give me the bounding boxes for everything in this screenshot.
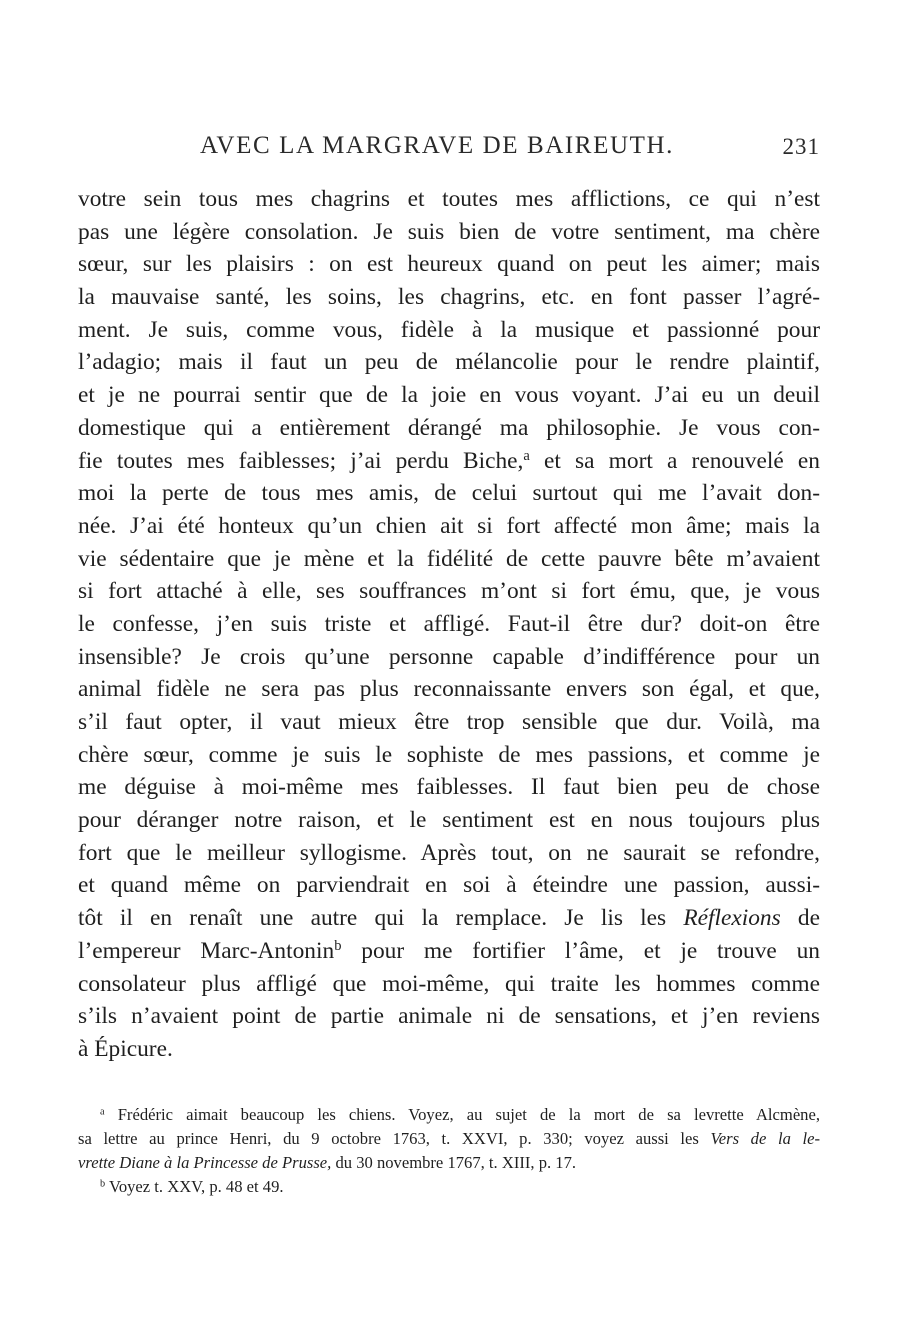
line-part: tôt il en renaît une autre qui la remplace. Je lis les [78, 905, 684, 932]
text-line: et je ne pourrai sentir que de la joie en vous voyant. J’ai eu un deuil [78, 382, 820, 409]
footnote-text: sa lettre au prince Henri, du 9 octobre 1763, t. XXVI, p. 330; voyez aussi les [78, 1129, 711, 1148]
text-line: s’il faut opter, il vaut mieux être trop sensible que dur. Voilà, ma [78, 709, 820, 735]
text-line: consolateur plus affligé que moi-même, qui traite les hommes comme [78, 970, 820, 997]
text-line: ment. Je suis, comme vous, fidèle à la musique et passionné pour [78, 316, 820, 343]
footnote-ref-b: b [334, 937, 342, 954]
text-line: me déguise à moi-même mes faiblesses. Il faut bien peu de chose [78, 774, 820, 801]
text-line: née. J’ai été honteux qu’un chien ait si fort affecté mon âme; mais la [78, 512, 820, 539]
text-line: pour déranger notre raison, et le sentiment est en nous toujours plus [78, 807, 820, 834]
line-part: et sa mort a renouvelé en [529, 447, 820, 474]
text-line: et quand même on parviendrait en soi à éteindre une passion, aussi- [78, 872, 820, 899]
footnote-italic: vrette Diane à la Princesse de Prusse, [78, 1153, 332, 1172]
text-line: votre sein tous mes chagrins et toutes mes afflictions, ce qui n’est [78, 186, 820, 212]
footnote-a-continued [78, 1127, 820, 1151]
footnote-a [78, 1103, 820, 1127]
italic-title: Réflexions [683, 905, 781, 932]
footnote-text: Voyez t. XXV, p. 48 et 49. [105, 1177, 284, 1196]
footnote-mark-b: b [100, 1178, 106, 1190]
text-line: s’ils n’avaient point de partie animale ni de sensations, et j’en reviens [78, 1003, 820, 1030]
text-line-with-footnote-mark [78, 445, 820, 478]
text-line: animal fidèle ne sera pas plus reconnaissante envers son égal, et que, [78, 676, 820, 703]
text-line-last: à Épicure. [78, 1035, 173, 1062]
line-part: l’empereur Marc-Antonin [78, 937, 335, 964]
text-line: sœur, sur les plaisirs : on est heureux quand on peut les aimer; mais [78, 251, 820, 278]
line-part: de [780, 905, 820, 932]
text-line: la mauvaise santé, les soins, les chagrins, etc. en font passer l’agré- [78, 284, 820, 311]
footnote-a-continued [78, 1151, 820, 1175]
text-line: insensible? Je crois qu’une personne capable d’indifférence pour un [78, 643, 820, 670]
footnote-ref-a: a [523, 447, 530, 464]
text-line: si fort attaché à elle, ses souffrances m’ont si fort ému, que, je vous [78, 578, 820, 605]
text-line: vie sédentaire que je mène et la fidélité de cette pauvre bête m’avaient [78, 545, 820, 572]
footnote-b [78, 1175, 820, 1199]
line-part: pour me fortifier l’âme, et je trouve un [341, 937, 820, 964]
footnote-mark-a: a [100, 1106, 105, 1118]
text-line-with-footnote-mark [78, 935, 820, 968]
footnotes [78, 1103, 820, 1199]
text-line: moi la perte de tous mes amis, de celui surtout qui me l’avait don- [78, 480, 820, 507]
text-line-with-italic-title [78, 902, 820, 935]
text-line: le confesse, j’en suis triste et affligé. Faut-il être dur? doit-on être [78, 610, 820, 637]
page-number: 231 [782, 134, 820, 159]
footnote-text: du 30 novembre 1767, t. XIII, p. 17. [331, 1153, 577, 1172]
page-header [200, 132, 820, 168]
main-text [78, 183, 820, 1066]
footnote-italic: Vers de la le- [710, 1129, 820, 1148]
line-part: fie toutes mes faiblesses; j’ai perdu Biche, [78, 447, 524, 474]
text-line: fort que le meilleur syllogisme. Après tout, on ne saurait se refondre, [78, 839, 820, 866]
footnote-text: Frédéric aimait beaucoup les chiens. Voyez, au sujet de la mort de sa levrette Alcmène, [104, 1105, 820, 1124]
running-title: AVEC LA MARGRAVE DE BAIREUTH. [200, 132, 674, 159]
text-line: l’adagio; mais il faut un peu de mélancolie pour le rendre plaintif, [78, 349, 820, 376]
text-line: chère sœur, comme je suis le sophiste de mes passions, et comme je [78, 741, 820, 768]
text-line: domestique qui a entièrement dérangé ma philosophie. Je vous con- [78, 414, 820, 441]
text-line: pas une légère consolation. Je suis bien de votre sentiment, ma chère [78, 218, 820, 245]
